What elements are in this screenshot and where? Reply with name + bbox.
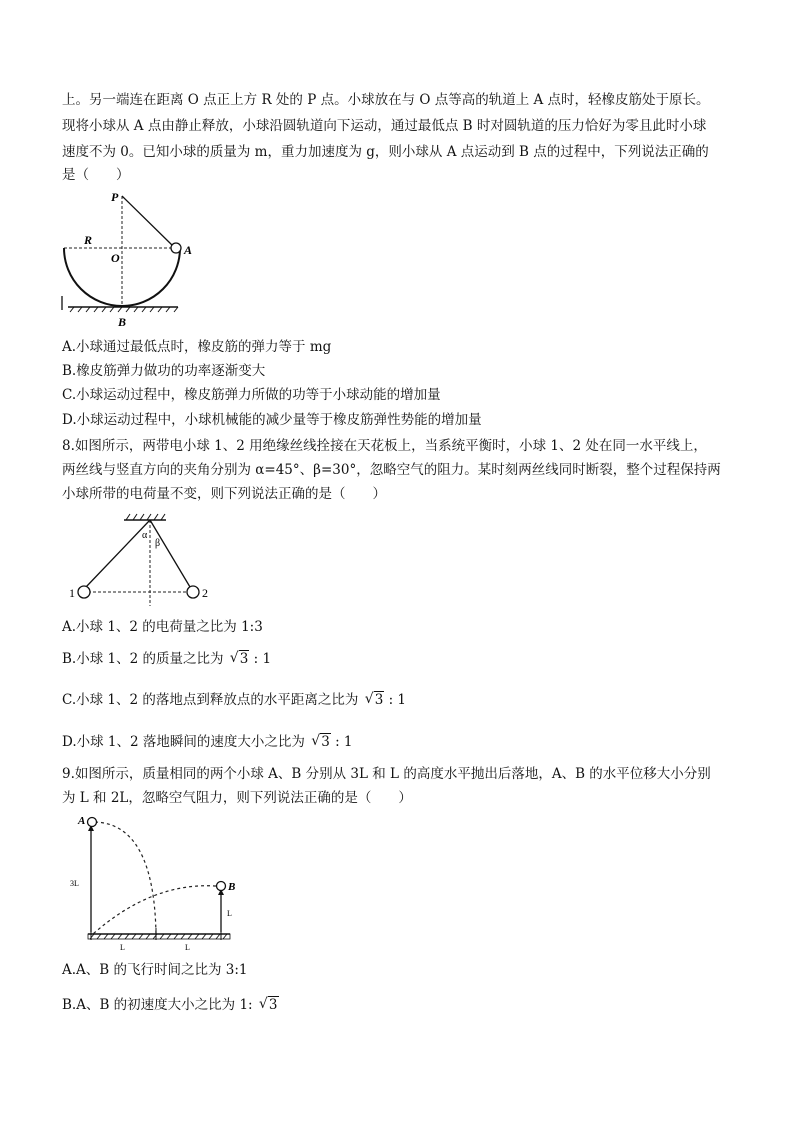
q8-option-b-radicand: 3: [239, 651, 249, 667]
q9-option-b-sqrt: [259, 996, 279, 1014]
q8-option-c-text: C.小球 1、2 的落地点到释放点的水平距离之比为: [62, 692, 359, 708]
q9-label-3L: 3L: [70, 879, 79, 888]
q9-label-B: B: [228, 881, 236, 893]
q9-option-b-text: B.A、B 的初速度大小之比为 1:: [62, 997, 253, 1013]
q7-stem-line-4: 是（ ）: [62, 167, 130, 183]
q7-option-a: A.小球通过最低点时，橡皮筋的弹力等于 mg: [62, 339, 332, 355]
q9-option-a: [62, 961, 248, 979]
q8-option-b-text: B.小球 1、2 的质量之比为: [62, 651, 224, 667]
q9-projectile-figure: [62, 810, 242, 952]
q7-label-P: P: [111, 190, 119, 204]
q7-option-c: C.小球运动过程中，橡皮筋弹力所做的功等于小球动能的增加量: [62, 387, 441, 403]
q8-option-b: [62, 650, 271, 668]
q7-elastic-band: [122, 196, 173, 246]
q7-stem-line-3: 速度不为 0。已知小球的质量为 m，重力加速度为 g，则小球从 A 点运动到 B 点的过程中，下列说法正确的: [62, 144, 709, 160]
q8-option-d: [62, 733, 353, 751]
q8-ceiling-hatch: [126, 514, 165, 520]
q9-option-a-text: A.A、B 的飞行时间之比为 3:1: [62, 962, 248, 978]
q8-option-c-radicand: 3: [374, 692, 384, 708]
q8-option-a-text: A.小球 1、2 的电荷量之比为 1:3: [62, 619, 263, 635]
q8-option-d-radicand: 3: [321, 734, 330, 750]
q8-option-d-text: D.小球 1、2 落地瞬间的速度大小之比为: [62, 734, 305, 750]
q8-label-beta: β: [155, 538, 161, 549]
q7-ball-A: [171, 243, 181, 253]
q7-option-b: B.橡皮筋弹力做功的功率逐渐变大: [62, 363, 266, 379]
q7-stem-line-2: 现将小球从 A 点由静止释放，小球沿圆轨道向下运动，通过最低点 B 时对圆轨道的压力恰好为零且此时小球: [62, 118, 707, 134]
q9-label-L-seg2: L: [185, 943, 190, 952]
q8-label-alpha: α: [142, 530, 148, 541]
q9-option-b-radicand: 3: [268, 997, 278, 1013]
q9-label-L-seg1: L: [120, 943, 125, 952]
q7-option-d: D.小球运动过程中，小球机械能的减少量等于橡皮筋弹性势能的增加量: [62, 412, 482, 428]
q9-trajectory-B: [93, 886, 216, 934]
q9-ball-A: [88, 818, 97, 827]
q8-option-a: [62, 618, 263, 636]
q8-option-d-ratio: : 1: [335, 734, 353, 750]
q7-label-R: R: [84, 233, 93, 247]
q8-label-ball-2: 2: [202, 586, 208, 600]
q9-stem-line-1: 9.如图所示，质量相同的两个小球 A、B 分别从 3L 和 L 的高度水平抛出后落地，A、B 的水平位移大小分别: [62, 766, 711, 782]
q8-option-c-ratio: : 1: [388, 692, 407, 708]
q9-ball-B: [217, 882, 226, 891]
q9-option-b: [62, 996, 279, 1014]
q8-stem-line-1: 8.如图所示，两带电小球 1、2 用绝缘丝线拴接在天花板上，当系统平衡时，小球 1、2 处在同一水平线上，: [62, 438, 707, 454]
q9-label-A: A: [78, 815, 86, 827]
q8-ball-1: [78, 586, 90, 598]
q8-option-d-sqrt: [311, 733, 331, 751]
q7-track-figure: [60, 188, 210, 330]
q8-option-b-ratio: : 1: [253, 651, 272, 667]
q8-stem-line-3: 小球所带的电荷量不变，则下列说法正确的是（ ）: [62, 486, 386, 502]
q8-thread-1: [86, 520, 150, 587]
q8-option-c-sqrt: [365, 691, 385, 709]
q7-label-A: A: [184, 243, 193, 257]
q7-label-B: B: [118, 315, 127, 329]
q8-option-b-sqrt: [230, 650, 250, 668]
q8-label-ball-1: 1: [69, 586, 75, 600]
q9-label-L-height: L: [227, 909, 232, 918]
q8-thread-2: [150, 520, 190, 587]
q7-stem-line-1: 上。另一端连在距离 O 点正上方 R 处的 P 点。小球放在与 O 点等高的轨道上 A 点时，轻橡皮筋处于原长。: [62, 92, 710, 108]
q9-trajectory-A: [95, 822, 156, 934]
q7-label-O: O: [111, 251, 120, 265]
q8-option-c: [62, 691, 406, 709]
q8-hanging-balls-figure: [64, 510, 224, 610]
q8-stem-line-2: 两丝线与竖直方向的夹角分别为 α=45°、β=30°，忽略空气的阻力。某时刻两丝线同时断裂，整个过程保持两: [62, 462, 721, 478]
q8-ball-2: [187, 586, 199, 598]
q9-stem-line-2: 为 L 和 2L，忽略空气阻力，则下列说法正确的是（ ）: [62, 790, 412, 806]
